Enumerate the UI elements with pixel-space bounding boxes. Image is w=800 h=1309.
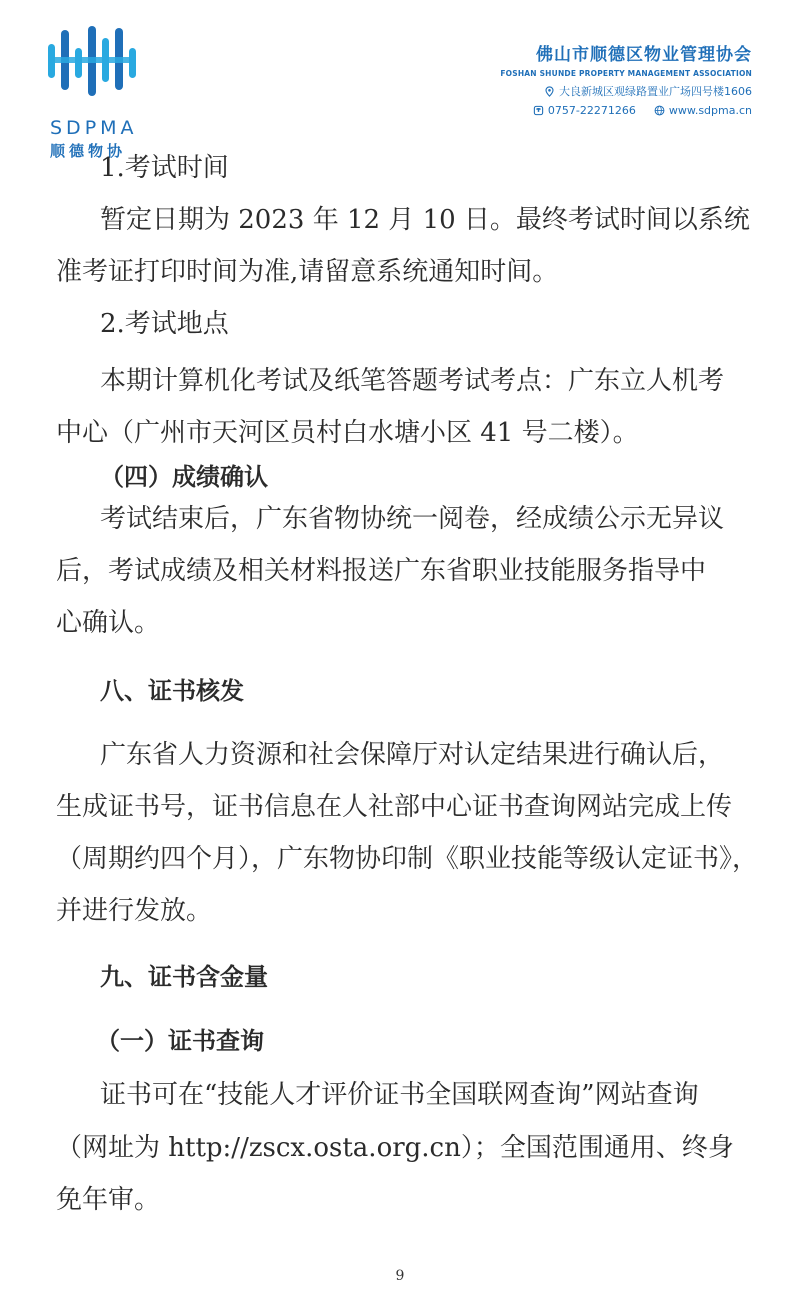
- paragraph-line: 后，考试成绩及相关材料报送广东省职业技能服务指导中: [56, 556, 707, 586]
- exam-time-heading: 1.考试时间: [100, 153, 229, 183]
- paragraph-line: 生成证书号，证书信息在人社部中心证书查询网站完成上传: [56, 792, 733, 822]
- sdpma-logo: [44, 22, 174, 160]
- org-website: www.sdpma.cn: [668, 104, 752, 117]
- org-name: 佛山市顺德区物业管理协会: [536, 45, 752, 65]
- paragraph-line: 心确认。: [56, 608, 161, 638]
- phone-icon: [533, 105, 544, 116]
- org-phone: 0757-22271266: [547, 104, 636, 117]
- paragraph-line: 广东省人力资源和社会保障厅对认定结果进行确认后，: [100, 740, 725, 770]
- org-name-en: FOSHAN SHUNDE PROPERTY MANAGEMENT ASSOCIATION: [500, 69, 752, 78]
- org-contact-line: [500, 104, 752, 117]
- paragraph-line: 中心（广州市天河区员村白水塘小区 41 号二楼）。: [56, 418, 639, 448]
- exam-location-heading: 2.考试地点: [100, 309, 229, 339]
- paragraph-line: 暂定日期为 2023 年 12 月 10 日。最终考试时间以系统: [100, 205, 750, 235]
- org-address-line: [500, 83, 752, 99]
- certificate-issuance-heading: 八、证书核发: [100, 677, 244, 705]
- paragraph-line: 证书可在“技能人才评价证书全国联网查询”网站查询: [100, 1080, 699, 1110]
- score-confirmation-heading: （四）成绩确认: [100, 463, 268, 491]
- paragraph-line: 准考证打印时间为准,请留意系统通知时间。: [56, 257, 559, 287]
- paragraph-line: （周期约四个月），广东物协印制《职业技能等级认定证书》，: [56, 844, 759, 874]
- paragraph-line: 免年审。: [56, 1185, 161, 1215]
- certificate-value-heading: 九、证书含金量: [100, 963, 268, 991]
- logo-mark-icon: [44, 22, 144, 100]
- certificate-query-heading: （一）证书查询: [96, 1027, 264, 1055]
- globe-icon: [654, 105, 665, 116]
- org-info: [500, 40, 752, 117]
- logo-cn-text: 顺德物协: [50, 142, 127, 160]
- paragraph-line: 考试结束后，广东省物协统一阅卷，经成绩公示无异议: [100, 504, 725, 534]
- org-address: 大良新城区观绿路置业广场四号楼1606: [559, 85, 752, 98]
- paragraph-line: （网址为 http://zscx.osta.org.cn）；全国范围通用、终身: [56, 1133, 734, 1163]
- paragraph-line: 本期计算机化考试及纸笔答题考试考点：广东立人机考: [100, 366, 725, 396]
- logo-text: SDPMA: [50, 117, 138, 139]
- page-number: 9: [395, 1268, 405, 1284]
- location-pin-icon: [544, 86, 555, 97]
- paragraph-line: 并进行发放。: [56, 896, 213, 926]
